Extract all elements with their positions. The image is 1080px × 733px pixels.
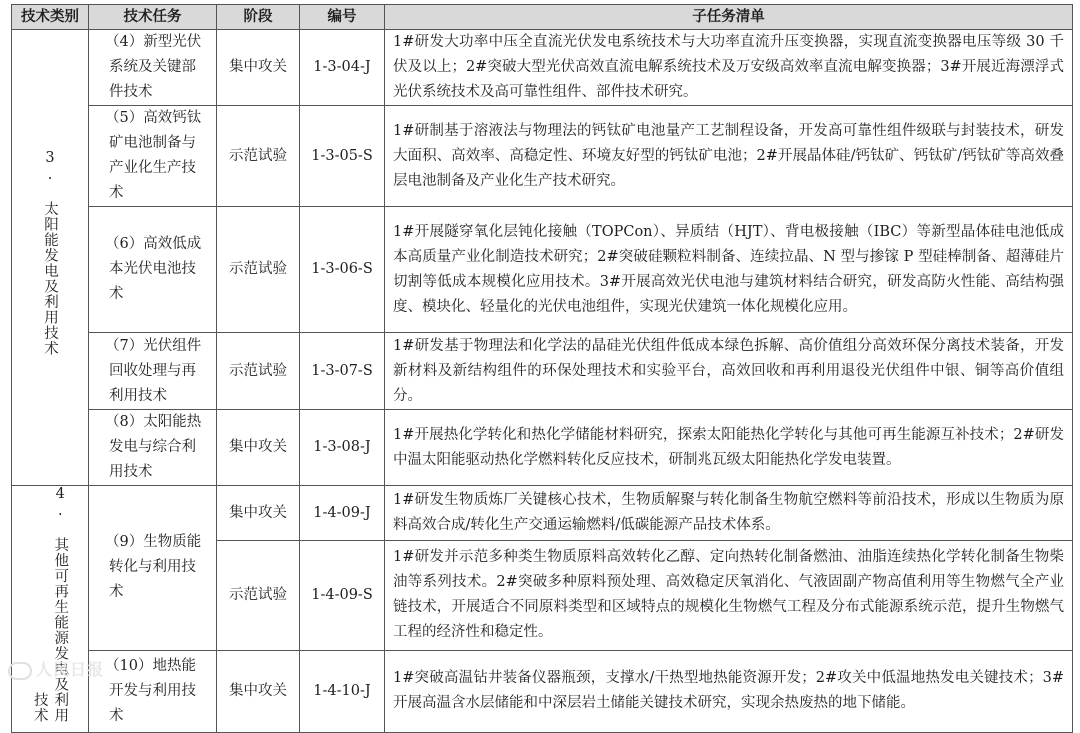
task-cell: （6）高效低成本光伏电池技术	[89, 207, 217, 333]
header-category: 技术类别	[12, 5, 89, 30]
category-cell	[12, 486, 89, 733]
subtask-cell: 1#突破高温钻井装备仪器瓶颈，支撑水/干热型地热能资源开发；2#攻关中低温地热发电关键技术；3#开展高温含水层储能和中深层岩土储能关键技术研究，实现余热废热的地下储能。	[385, 650, 1073, 732]
code-cell: 1-4-09-J	[300, 486, 385, 541]
watermark-text: 人民日报	[36, 660, 105, 679]
subtask-cell: 1#研发并示范多种类生物质原料高效转化乙醇、定向热转化制备燃油、油脂连续热化学转化制备生物柴油等系列技术。2#突破多种原料预处理、高效稳定厌氧消化、气液固副产物高值利用等生物燃气全产业链技术，开展适合不同原料类型和区域特点的规模化生物燃气工程及分布式能源系统示范，提升生物燃气工程的经济性和稳定性。	[385, 541, 1073, 650]
header-code: 编号	[300, 5, 385, 30]
task-table	[11, 4, 1073, 733]
table-row	[12, 106, 1073, 207]
stage-cell: 示范试验	[217, 207, 300, 333]
stage-cell: 集中攻关	[217, 486, 300, 541]
stage-cell: 示范试验	[217, 333, 300, 410]
table-row	[12, 650, 1073, 732]
category-cell	[12, 30, 89, 486]
table-row	[12, 333, 1073, 410]
category-extra-label: 技术	[31, 692, 48, 723]
code-cell: 1-4-10-J	[300, 650, 385, 732]
task-cell: （9）生物质能转化与利用技术	[89, 486, 217, 651]
task-cell: （5）高效钙钛矿电池制备与产业化生产技术	[89, 106, 217, 207]
stage-cell: 示范试验	[217, 106, 300, 207]
code-cell: 1-3-06-S	[300, 207, 385, 333]
table-header-row	[12, 5, 1073, 30]
table-row	[12, 410, 1073, 486]
subtask-cell: 1#研发大功率中压全直流光伏发电系统技术与大功率直流升压变换器，实现直流变换器电压等级 30 千伏及以上；2#突破大型光伏高效直流电解系统技术及万安级高效率直流电解变换器；3#开展近海漂浮式光伏系统技术及高可靠性组件、部件技术研究。	[385, 30, 1073, 106]
subtask-cell: 1#研发基于物理法和化学法的晶硅光伏组件低成本绿色拆解、高价值组分高效环保分离技术装备，开发新材料及新结构组件的环保处理技术和实验平台，高效回收和再利用退役光伏组件中银、铜等高价值组分。	[385, 333, 1073, 410]
task-cell: （4）新型光伏系统及关键部件技术	[89, 30, 217, 106]
code-cell: 1-3-05-S	[300, 106, 385, 207]
stage-cell: 示范试验	[217, 541, 300, 650]
table-row	[12, 486, 1073, 541]
header-subtask-list: 子任务清单	[385, 5, 1073, 30]
code-cell: 1-3-04-J	[300, 30, 385, 106]
table-row	[12, 207, 1073, 333]
stage-cell: 集中攻关	[217, 410, 300, 486]
stage-cell: 集中攻关	[217, 30, 300, 106]
code-cell: 1-3-08-J	[300, 410, 385, 486]
header-task: 技术任务	[89, 5, 217, 30]
task-cell: （7）光伏组件回收处理与再利用技术	[89, 333, 217, 410]
code-cell: 1-3-07-S	[300, 333, 385, 410]
subtask-cell: 1#研制基于溶液法与物理法的钙钛矿电池量产工艺制程设备，开发高可靠性组件级联与封装技术，研发大面积、高效率、高稳定性、环境友好型的钙钛矿电池；2#开展晶体硅/钙钛矿、钙钛矿/钙钛矿等高效叠层电池制备及产业化生产技术研究。	[385, 106, 1073, 207]
header-stage: 阶段	[217, 5, 300, 30]
task-cell: （8）太阳能热发电与综合利用技术	[89, 410, 217, 486]
weibo-logo-icon	[8, 662, 32, 680]
category-label: 4. 其他可再生能源发电及利用	[52, 486, 69, 723]
table-row	[12, 30, 1073, 106]
subtask-cell: 1#开展隧穿氧化层钝化接触（TOPCon）、异质结（HJT）、背电极接触（IBC）等新型晶体硅电池低成本高质量产业化制造技术研究；2#突破硅颗粒料制备、连续拉晶、N 型与掺镓 P 型硅棒制备、超薄硅片切割等低成本规模化应用技术。3#开展高效光伏电池与建筑材料结合研究，研发高防火性能、高结构强度、模块化、轻量化的光伏电池组件，实现光伏建筑一体化规模化应用。	[385, 207, 1073, 333]
subtask-cell: 1#开展热化学转化和热化学储能材料研究，探索太阳能热化学转化与其他可再生能源互补技术；2#研发中温太阳能驱动热化学燃料转化反应技术，研制兆瓦级太阳能热化学发电装置。	[385, 410, 1073, 486]
stage-cell: 集中攻关	[217, 650, 300, 732]
category-label: 3. 太阳能发电及利用技术	[42, 150, 58, 356]
subtask-cell: 1#研发生物质炼厂关键核心技术，生物质解聚与转化制备生物航空燃料等前沿技术，形成以生物质为原料高效合成/转化生产交通运输燃料/低碳能源产品技术体系。	[385, 486, 1073, 541]
code-cell: 1-4-09-S	[300, 541, 385, 650]
watermark	[8, 657, 104, 680]
task-cell: （10）地热能开发与利用技术	[89, 650, 217, 732]
